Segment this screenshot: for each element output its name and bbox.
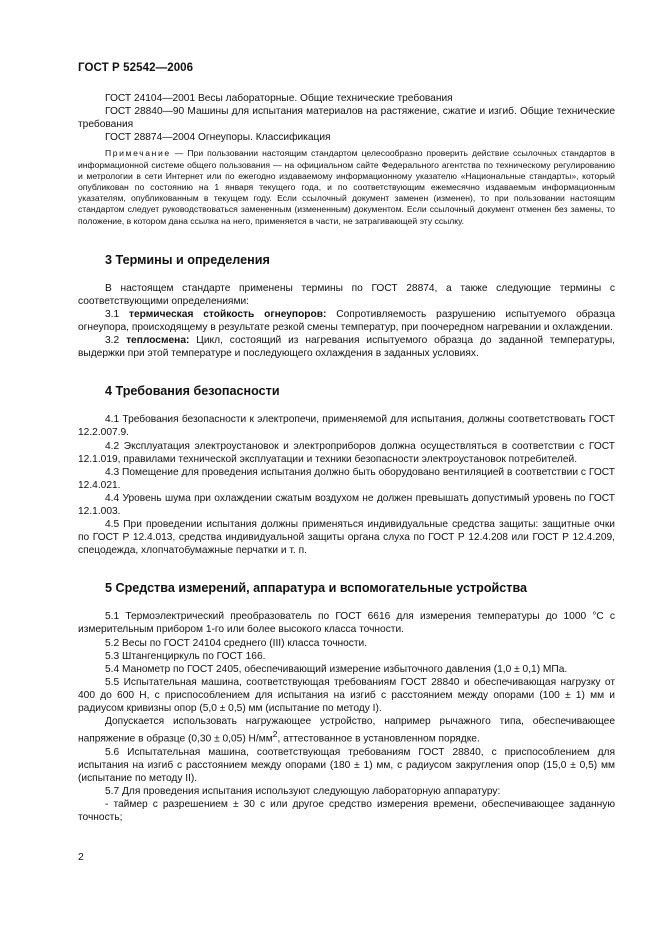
reference-gost-24104: ГОСТ 24104—2001 Весы лабораторные. Общие технические требования	[105, 93, 453, 104]
note-text: — При пользовании настоящим стандартом целесообразно проверить действие ссылочных стандартов в информационной системе общего пользования — на официальном сайте Федерального агентства по техническому регулированию и метрологии в сети Интернет или по ежегодно издаваемому информационному указателю «Национальные стандарты», который опубликован по состоянию на 1 января текущего года, и по соответствующим ежемесячно издаваемым информационным указателям, опубликованным в текущем году. Если ссылочный документ заменен (изменен), то при пользовании настоящим стандартом следует руководствоваться замененным (измененным) документом. Если ссылочный документ отменен без замены, то положение, в котором дана ссылка на него, применяется в части, не затрагивающей эту ссылку.	[78, 148, 615, 226]
term-3-1-term: термическая стойкость огнеупоров:	[129, 308, 327, 320]
section-3-intro: В настоящем стандарте применены термины по ГОСТ 28874, а также следующие термины с соответствующими определениями:	[78, 282, 615, 307]
clause-5-1: 5.1 Термоэлектрический преобразователь по ГОСТ 6616 для измерения температуры до 1000 °С с измерительным прибором 1-го или более высокого класса точности.	[78, 611, 615, 636]
term-3-1-definition: Сопротивляемость разрушению испытуемого образца огнеупора, происходящему в результате резкой смены температур, при поочередном нагревании и охлаждении.	[78, 308, 616, 334]
clause-4-2: 4.2 Эксплуатация электроустановок и электроприборов должна осуществляться в соответствии с ГОСТ 12.1.019, правилами технической эксплуатации и техники безопасности электроустановок потребителей.	[78, 440, 615, 465]
term-3-2-term: теплосмена:	[126, 335, 190, 347]
allowance-text-b: , аттестованное в установленном порядке.	[277, 733, 480, 745]
section-3-title: 3 Термины и определения	[105, 252, 270, 267]
term-3-2-definition: Цикл, состоящий из нагревания испытуемого образца до заданной температуры, выдержки при этой температуре и последующего охлаждения в заданных условиях.	[78, 335, 615, 360]
page-number: 2	[78, 851, 84, 863]
clause-5-6: 5.6 Испытательная машина, соответствующая требованиям ГОСТ 28840, с приспособлением для испытания на изгиб с расстоянием между опорами (180 ± 1) мм, с радиусом закругления опор (15,0 ± 0,5) мм (испытание по методу II).	[78, 746, 615, 784]
section-5-title: 5 Средства измерений, аппаратура и вспомогательные устройства	[105, 581, 528, 596]
clause-4-4: 4.4 Уровень шума при охлаждении сжатым воздухом не должен превышать допустимый уровень по ГОСТ 12.1.003.	[78, 492, 615, 518]
clause-4-5: 4.5 При проведении испытания должны применяться индивидуальные средства защиты: защитные очки по ГОСТ Р 12.4.013, средства индивидуальной защиты органа слуха по ГОСТ Р 12.4.208 или ГОСТ Р 12.4.209, спецодежда, хлопчатобумажные перчатки и т. п.	[78, 519, 615, 557]
clause-5-7-timer: - таймер с разрешением ± 30 с или другое средство измерения времени, обеспечивающее заданную точность;	[78, 799, 615, 824]
page-content	[78, 92, 615, 824]
allowance-text-a: Допускается использовать нагружающее устройство, например рычажного типа, обеспечивающее напряжение в образце (0,30 ± 0,05) Н/мм	[78, 716, 615, 745]
clause-5-5-allowance	[78, 715, 615, 746]
reference-gost-28874: ГОСТ 28874—2004 Огнеупоры. Классификация	[105, 132, 331, 144]
term-3-2-number: 3.2	[105, 335, 127, 347]
note-paragraph	[78, 148, 615, 226]
clause-5-2: 5.2 Весы по ГОСТ 24104 среднего (III) класса точности.	[105, 637, 368, 649]
document-header: ГОСТ Р 52542—2006	[78, 62, 194, 74]
term-3-1-number: 3.1	[105, 308, 130, 320]
note-label: Примечание	[105, 148, 171, 159]
clause-5-7: 5.7 Для проведения испытания используют следующую лабораторную аппаратуру:	[105, 786, 501, 797]
section-4-title: 4 Требования безопасности	[105, 384, 280, 399]
clause-4-3: 4.3 Помещение для проведения испытания должно быть оборудовано вентиляцией в соответствии с ГОСТ 12.4.021.	[78, 466, 615, 491]
clause-5-5: 5.5 Испытательная машина, соответствующая требованиям ГОСТ 28840 и обеспечивающая нагрузку от 400 до 600 Н, с приспособлением для испытания на изгиб с расстоянием между опорами (100 ± 1) мм и радиусом кривизны опор (5,0 ± 0,5) мм (испытание по методу I).	[78, 676, 615, 715]
clause-4-1: 4.1 Требования безопасности к электропечи, применяемой для испытания, должны соответствовать ГОСТ 12.2.007.9.	[78, 414, 615, 439]
clause-5-4: 5.4 Манометр по ГОСТ 2405, обеспечивающий измерение избыточного давления (1,0 ± 0,1) МПа.	[105, 663, 568, 675]
term-3-2	[78, 334, 615, 360]
allowance-superscript: 2	[272, 729, 278, 740]
reference-gost-28840: ГОСТ 28840—90 Машины для испытания материалов на растяжение, сжатие и изгиб. Общие технические требования	[78, 106, 615, 131]
clause-5-3: 5.3 Штангенциркуль по ГОСТ 166.	[105, 650, 266, 662]
term-3-1	[78, 308, 615, 334]
